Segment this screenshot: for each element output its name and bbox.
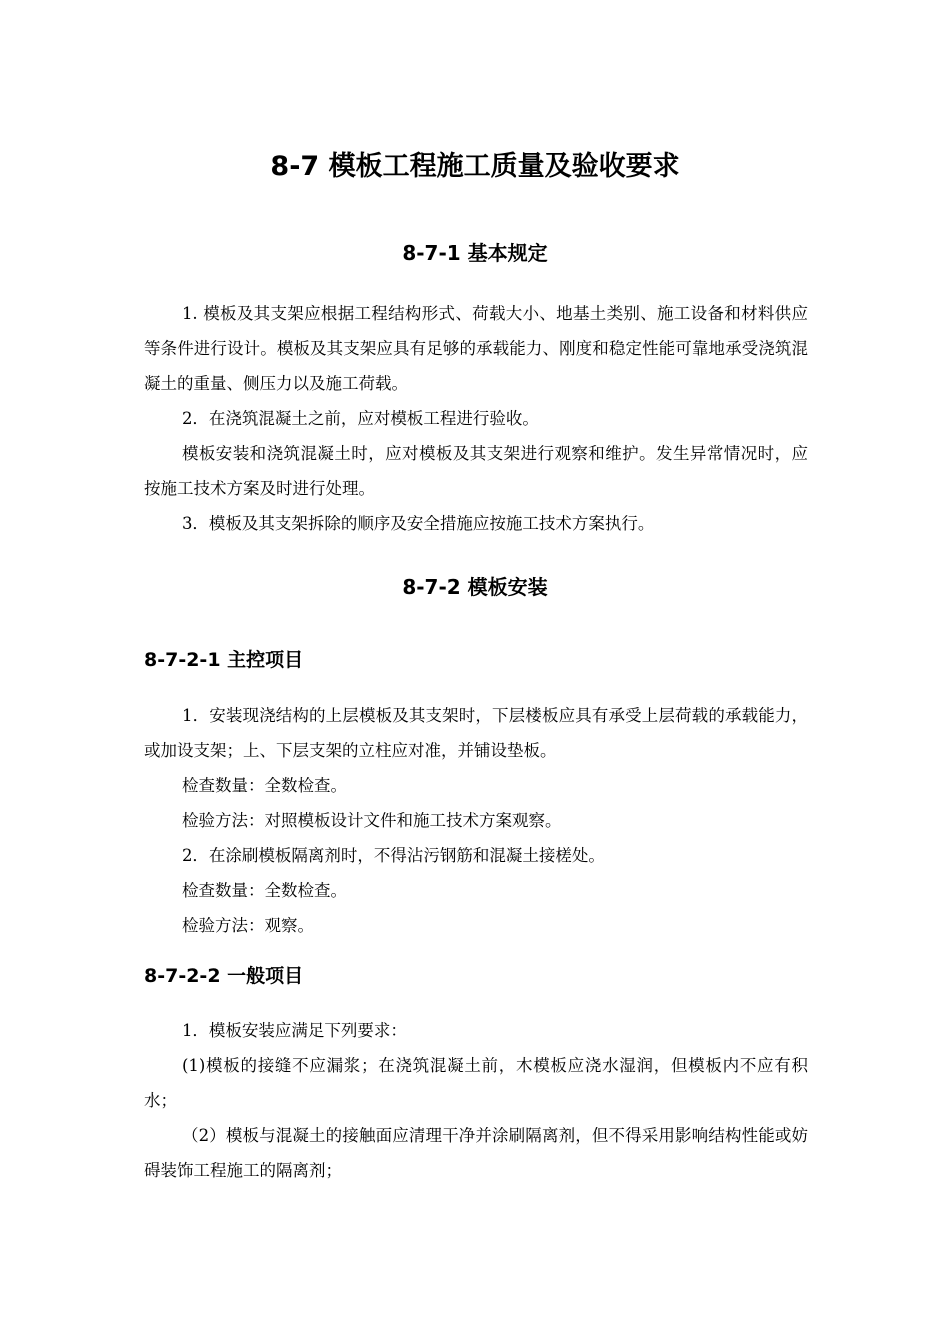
section-heading-basic-rules: 8-7-1 基本规定 <box>402 241 548 265</box>
paragraph: 模板安装和浇筑混凝土时，应对模板及其支架进行观察和维护。发生异常情况时，应按施工技术方案及时进行处理。 <box>144 444 808 498</box>
section-basic-rules-body <box>144 296 808 541</box>
subsection-heading-main-control: 8-7-2-1 主控项目 <box>144 649 304 671</box>
paragraph: 1．安装现浇结构的上层模板及其支架时，下层楼板应具有承受上层荷载的承载能力，或加设支架；上、下层支架的立柱应对准，并铺设垫板。 <box>144 706 808 760</box>
paragraph: 3．模板及其支架拆除的顺序及安全措施应按施工技术方案执行。 <box>181 514 655 533</box>
paragraph: 检验方法：观察。 <box>181 916 314 935</box>
page-title: 8-7 模板工程施工质量及验收要求 <box>270 151 680 182</box>
paragraph: 检查数量：全数检查。 <box>181 881 347 900</box>
section-heading-formwork-installation: 8-7-2 模板安装 <box>402 575 548 599</box>
paragraph: (1)模板的接缝不应漏浆；在浇筑混凝土前，木模板应浇水湿润，但模板内不应有积水； <box>144 1056 808 1110</box>
subsection-heading-general-items: 8-7-2-2 一般项目 <box>144 965 304 987</box>
paragraph: 2．在浇筑混凝土之前，应对模板工程进行验收。 <box>181 409 539 428</box>
paragraph: （2）模板与混凝土的接触面应清理干净并涂刷隔离剂，但不得采用影响结构性能或妨碍装饰工程施工的隔离剂； <box>144 1126 808 1180</box>
paragraph: 检查数量：全数检查。 <box>181 776 347 795</box>
paragraph: 2．在涂刷模板隔离剂时，不得沾污钢筋和混凝土接槎处。 <box>181 846 605 865</box>
paragraph: 1. 模板及其支架应根据工程结构形式、荷载大小、地基土类别、施工设备和材料供应等条件进行设计。模板及其支架应具有足够的承载能力、刚度和稳定性能可靠地承受浇筑混凝土的重量、侧压力以及施工荷载。 <box>144 304 808 393</box>
subsection-main-control-body <box>144 698 808 943</box>
paragraph: 1．模板安装应满足下列要求： <box>181 1021 407 1040</box>
paragraph: 检验方法：对照模板设计文件和施工技术方案观察。 <box>181 811 562 830</box>
subsection-general-items-body <box>144 1013 808 1188</box>
